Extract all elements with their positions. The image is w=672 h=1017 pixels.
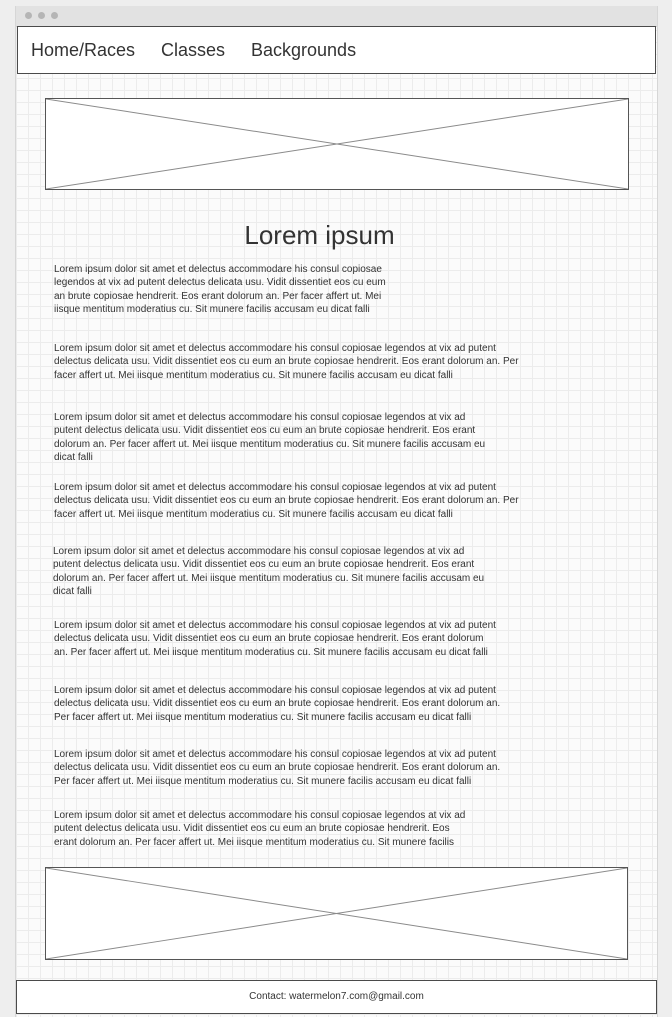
window-control-dot[interactable] — [25, 12, 32, 19]
body-paragraph: Lorem ipsum dolor sit amet et delectus accommodare his consul copiosae legendos at vix ad putent delectus delicata usu. Vidit dissentiet eos cu eum an brute copiosae hendrerit. Eos erant dolorum an. Per facer affert ut. Mei iisque mentitum moderatius cu. Sit munere facilis accusam eu dicat falli — [54, 264, 386, 316]
page-heading: Lorem ipsum — [244, 220, 395, 250]
body-paragraph: Lorem ipsum dolor sit amet et delectus accommodare his consul copiosae legendos at vix ad putent delectus delicata usu. Vidit dissentiet eos cu eum an brute copiosae hendrerit. Eos erant dolorum an. Per facer affert ut. Mei iisque mentitum moderatius cu. Sit munere facilis accusam eu dicat falli — [54, 482, 519, 520]
contact-email-text: Contact: watermelon7.com@gmail.com — [249, 991, 424, 1002]
body-paragraph: Lorem ipsum dolor sit amet et delectus accommodare his consul copiosae legendos at vix ad putent delectus delicata usu. Vidit dissentiet eos cu eum an brute copiosae hendrerit. Eos erant dolorum an. Per facer affert ut. Mei iisque mentitum moderatius cu. Sit munere facilis accusam eu dicat falli — [54, 749, 501, 787]
page-footer — [16, 980, 657, 1014]
body-paragraph: Lorem ipsum dolor sit amet et delectus accommodare his consul copiosae legendos at vix ad putent delectus delicata usu. Vidit dissentiet eos cu eum an brute copiosae hendrerit. Eos erant dolorum an. Per facer affert ut. Mei iisque mentitum moderatius cu. Sit munere facilis — [54, 810, 466, 848]
browser-window — [15, 6, 658, 1017]
image-placeholder-cross — [46, 868, 627, 959]
window-titlebar — [16, 6, 657, 27]
header-image-placeholder — [45, 98, 629, 190]
body-paragraph: Lorem ipsum dolor sit amet et delectus accommodare his consul copiosae legendos at vix ad putent delectus delicata usu. Vidit dissentiet eos cu eum an brute copiosae hendrerit. Eos erant dolorum an. Per facer affert ut. Mei iisque mentitum moderatius cu. Sit munere facilis accusam eu dicat falli — [54, 343, 519, 381]
window-control-dot[interactable] — [51, 12, 58, 19]
nav-link-classes[interactable]: Classes — [161, 40, 226, 60]
body-paragraph: Lorem ipsum dolor sit amet et delectus accommodare his consul copiosae legendos at vix ad putent delectus delicata usu. Vidit dissentiet eos cu eum an brute copiosae hendrerit. Eos erant dolorum an. Per facer affert ut. Mei iisque mentitum moderatius cu. Sit munere facilis accusam eu dicat falli — [54, 620, 496, 658]
nav-bar — [17, 26, 656, 74]
body-paragraph: Lorem ipsum dolor sit amet et delectus accommodare his consul copiosae legendos at vix ad putent delectus delicata usu. Vidit dissentiet eos cu eum an brute copiosae hendrerit. Eos erant dolorum an. Per facer affert ut. Mei iisque mentitum moderatius cu. Sit munere facilis accusam eu dicat falli — [54, 685, 501, 723]
image-placeholder-cross — [46, 99, 628, 189]
footer-image-placeholder — [45, 867, 628, 960]
nav-link-backgrounds[interactable]: Backgrounds — [251, 40, 357, 60]
body-paragraph: Lorem ipsum dolor sit amet et delectus accommodare his consul copiosae legendos at vix ad putent delectus delicata usu. Vidit dissentiet eos cu eum an brute copiosae hendrerit. Eos erant dolorum an. Per facer affert ut. Mei iisque mentitum moderatius cu. Sit munere facilis accusam eu dicat falli — [54, 412, 486, 464]
body-paragraph: Lorem ipsum dolor sit amet et delectus accommodare his consul copiosae legendos at vix ad putent delectus delicata usu. Vidit dissentiet eos cu eum an brute copiosae hendrerit. Eos erant dolorum an. Per facer affert ut. Mei iisque mentitum moderatius cu. Sit munere facilis accusam eu dicat falli — [53, 546, 485, 598]
window-control-dot[interactable] — [38, 12, 45, 19]
nav-link-home-races[interactable]: Home/Races — [31, 40, 136, 60]
